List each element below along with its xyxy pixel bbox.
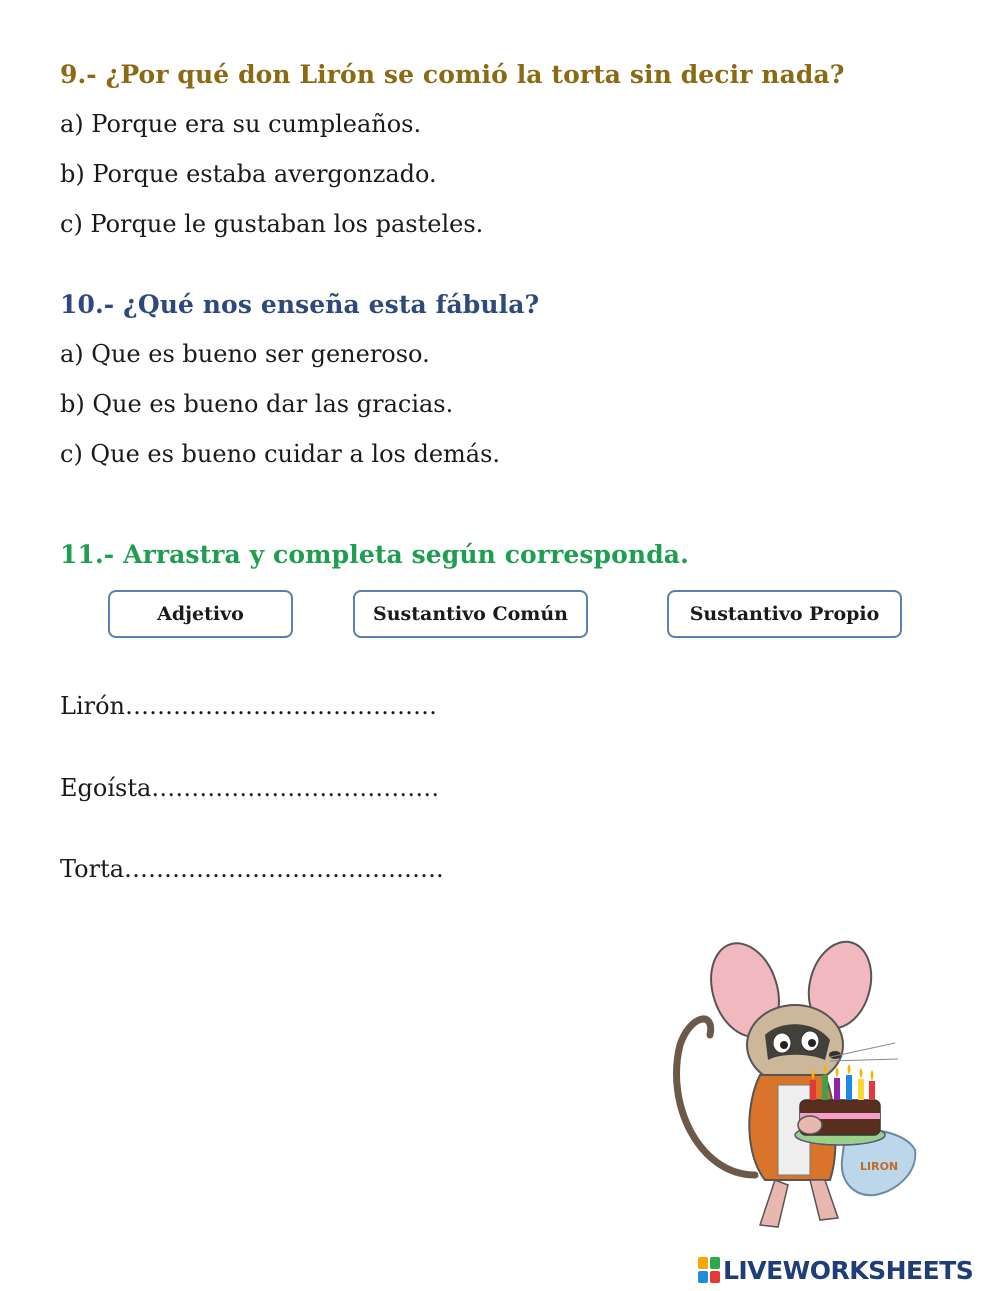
pillow-label: LIRON bbox=[860, 1160, 899, 1173]
question-10-option-c[interactable]: c) Que es bueno cuidar a los demás. bbox=[60, 440, 501, 468]
question-10-title: 10.- ¿Qué nos enseña esta fábula? bbox=[60, 290, 540, 319]
drag-chip-sustantivo-propio[interactable]: Sustantivo Propio bbox=[667, 590, 902, 638]
blank-torta[interactable]: Torta…………………………………. bbox=[60, 855, 444, 883]
drag-chip-adjetivo[interactable]: Adjetivo bbox=[108, 590, 293, 638]
candle-shape bbox=[810, 1080, 816, 1100]
mouse-with-cake-illustration bbox=[660, 935, 930, 1235]
question-11-title: 11.- Arrastra y completa según corresponda. bbox=[60, 540, 689, 569]
tail-shape bbox=[677, 1019, 755, 1175]
question-9-option-c[interactable]: c) Porque le gustaban los pasteles. bbox=[60, 210, 484, 238]
question-9-title: 9.- ¿Por qué don Lirón se comió la torta sin decir nada? bbox=[60, 60, 845, 89]
left-leg-shape bbox=[760, 1180, 788, 1227]
question-9-option-b[interactable]: b) Porque estaba avergonzado. bbox=[60, 160, 437, 188]
candle-shape bbox=[846, 1075, 852, 1100]
right-pupil-shape bbox=[808, 1039, 816, 1047]
left-pupil-shape bbox=[780, 1041, 788, 1049]
liveworksheets-logo-icon bbox=[698, 1257, 720, 1283]
hand-shape bbox=[798, 1116, 822, 1134]
drag-chip-sustantivo-comun[interactable]: Sustantivo Común bbox=[353, 590, 588, 638]
question-9-option-a[interactable]: a) Porque era su cumpleaños. bbox=[60, 110, 422, 138]
liveworksheets-logo[interactable] bbox=[698, 1255, 973, 1285]
right-leg-shape bbox=[810, 1180, 838, 1220]
candle-shape bbox=[869, 1081, 875, 1100]
blank-liron[interactable]: Lirón………………………………… bbox=[60, 692, 437, 720]
question-10-option-a[interactable]: a) Que es bueno ser generoso. bbox=[60, 340, 430, 368]
blank-egoista[interactable]: Egoísta……………………………… bbox=[60, 774, 440, 802]
candle-shape bbox=[822, 1075, 828, 1100]
liveworksheets-logo-text: LIVEWORKSHEETS bbox=[723, 1255, 974, 1285]
candle-shape bbox=[834, 1078, 840, 1100]
question-10-option-b[interactable]: b) Que es bueno dar las gracias. bbox=[60, 390, 454, 418]
candle-shape bbox=[858, 1079, 864, 1100]
